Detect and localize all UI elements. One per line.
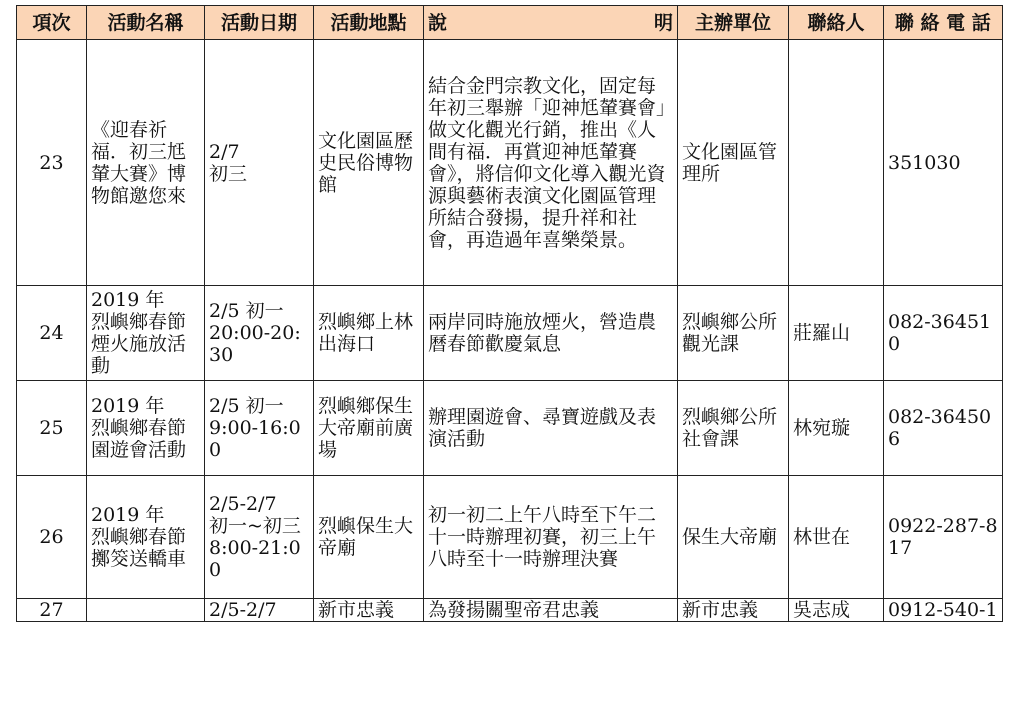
cell-phone: 0912-540-1 [884,599,1003,622]
table-row [17,286,1003,381]
cell-contact: 莊羅山 [789,286,884,381]
cell-place: 烈嶼鄉上林出海口 [314,286,424,381]
header-desc-right: 明 [653,11,673,34]
cell-name: 2019 年 烈嶼鄉春節煙火施放活動 [87,286,205,381]
cell-contact: 林世在 [789,476,884,599]
cell-contact: 林宛璇 [789,381,884,476]
cell-no: 27 [17,599,87,622]
cell-name: 《迎春祈福．初三尪輦大賽》博物館邀您來 [87,40,205,286]
header-name: 活動名稱 [87,6,205,40]
header-phone: 聯 絡 電 話 [884,6,1003,40]
cell-place: 新市忠義 [314,599,424,622]
cell-place: 烈嶼保生大帝廟 [314,476,424,599]
table-row [17,381,1003,476]
table-row [17,40,1003,286]
activity-table [16,5,1003,622]
cell-date: 2/5 初一 9:00-16:00 [205,381,314,476]
cell-contact: 吳志成 [789,599,884,622]
cell-phone: 0922-287-817 [884,476,1003,599]
cell-organizer: 文化園區管理所 [678,40,789,286]
header-no: 項次 [17,6,87,40]
cell-name: 2019 年 烈嶼鄉春節園遊會活動 [87,381,205,476]
header-place: 活動地點 [314,6,424,40]
header-desc-left: 說 [428,11,448,34]
cell-phone: 351030 [884,40,1003,286]
cell-organizer: 烈嶼鄉公所社會課 [678,381,789,476]
cell-desc: 初一初二上午八時至下午二十一時辦理初賽，初三上午八時至十一時辦理決賽 [424,476,678,599]
cell-no: 26 [17,476,87,599]
header-row [17,6,1003,40]
cell-desc: 結合金門宗教文化，固定每年初三舉辦「迎神尪輦賽會」做文化觀光行銷，推出《人間有福．再賞迎神尪輦賽會》，將信仰文化導入觀光資源與藝術表演文化園區管理所結合發揚，提升祥和社會，再造過年喜樂榮景。 [424,40,678,286]
cell-no: 24 [17,286,87,381]
cell-organizer: 烈嶼鄉公所觀光課 [678,286,789,381]
cell-date: 2/5-2/7 [205,599,314,622]
header-organizer: 主辦單位 [678,6,789,40]
cell-phone: 082-364510 [884,286,1003,381]
cell-name: 2019 年 烈嶼鄉春節擲筊送轎車 [87,476,205,599]
cell-place: 文化園區歷史民俗博物館 [314,40,424,286]
cell-name [87,599,205,622]
cell-desc: 兩岸同時施放煙火，營造農曆春節歡慶氣息 [424,286,678,381]
cell-phone: 082-364506 [884,381,1003,476]
header-desc [424,6,678,40]
cell-organizer: 新市忠義 [678,599,789,622]
header-contact: 聯絡人 [789,6,884,40]
cell-organizer: 保生大帝廟 [678,476,789,599]
cell-no: 25 [17,381,87,476]
cell-place: 烈嶼鄉保生大帝廟前廣場 [314,381,424,476]
cell-no: 23 [17,40,87,286]
cell-contact [789,40,884,286]
table-row [17,476,1003,599]
header-date: 活動日期 [205,6,314,40]
cell-date: 2/5 初一 20:00-20:30 [205,286,314,381]
cell-date: 2/5-2/7 初一~初三 8:00-21:00 [205,476,314,599]
cell-date: 2/7 初三 [205,40,314,286]
cell-desc: 辦理園遊會、尋寶遊戲及表演活動 [424,381,678,476]
table-row [17,599,1003,622]
cell-desc: 為發揚關聖帝君忠義 [424,599,678,622]
